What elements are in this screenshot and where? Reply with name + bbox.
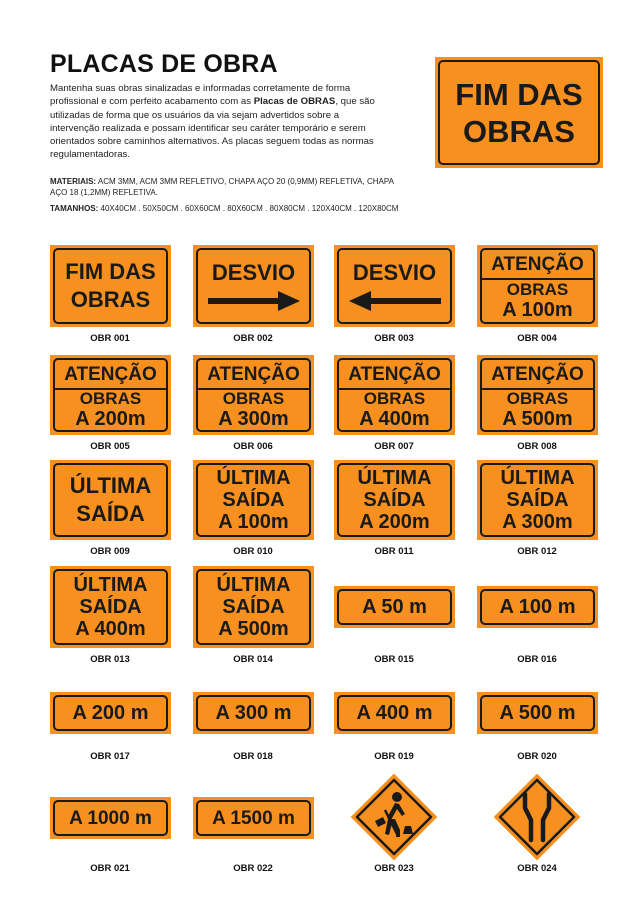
hero-line1: FIM DAS bbox=[455, 76, 583, 112]
sign-obr-014 bbox=[193, 566, 314, 648]
code-label: OBR 007 bbox=[374, 441, 414, 452]
sign-text: ÚLTIMA bbox=[500, 467, 575, 489]
sign-text: SAÍDA bbox=[222, 489, 285, 511]
sign-obr-004 bbox=[477, 245, 598, 327]
sign-text: SAÍDA bbox=[79, 596, 142, 618]
code-label: OBR 020 bbox=[517, 751, 557, 762]
materials-label: MATERIAIS: bbox=[50, 177, 97, 186]
desc-pre: Mantenha suas obras sinalizadas e informadas corretamente de forma profissional e com perfeito acabamento com as bbox=[50, 83, 351, 108]
sign-text: A 400m bbox=[75, 618, 146, 640]
code-label: OBR 003 bbox=[374, 333, 414, 344]
arrow-left-icon bbox=[349, 291, 441, 311]
sign-text: A 100 m bbox=[499, 596, 576, 618]
code-label: OBR 012 bbox=[517, 546, 557, 557]
code-label: OBR 002 bbox=[233, 333, 273, 344]
sign-obr-021 bbox=[50, 797, 171, 839]
sign-obr-009 bbox=[50, 460, 171, 540]
sign-text: A 50 m bbox=[362, 596, 427, 618]
code-label: OBR 006 bbox=[233, 441, 273, 452]
sign-obr-011 bbox=[334, 460, 455, 540]
sign-obr-016 bbox=[477, 586, 598, 628]
hero-sign bbox=[435, 57, 603, 168]
sign-text: A 200m bbox=[75, 407, 146, 430]
sign-header: ATENÇÃO bbox=[491, 363, 584, 385]
sign-obr-001 bbox=[50, 245, 171, 327]
materials-text: ACM 3MM, ACM 3MM REFLETIVO, CHAPA AÇO 20 (0,9MM) REFLETIVA, CHAPA AÇO 18 (1,2MM) REFLETIVA. bbox=[50, 177, 394, 197]
sign-obr-020 bbox=[477, 692, 598, 734]
desc-bold: Placas de OBRAS bbox=[253, 96, 336, 108]
sign-header: ATENÇÃO bbox=[491, 253, 584, 275]
sign-text: OBRAS bbox=[363, 388, 426, 408]
sign-text: OBRAS bbox=[506, 279, 569, 299]
sign-text: SAÍDA bbox=[222, 596, 285, 618]
sign-text: OBRAS bbox=[70, 287, 151, 312]
sign-text: ÚLTIMA bbox=[216, 574, 291, 596]
sign-header: ATENÇÃO bbox=[64, 363, 157, 385]
sign-text: ÚLTIMA bbox=[216, 467, 291, 489]
code-label: OBR 014 bbox=[233, 654, 273, 665]
code-label: OBR 021 bbox=[90, 863, 130, 874]
sign-obr-013 bbox=[50, 566, 171, 648]
code-label: OBR 023 bbox=[374, 863, 414, 874]
sign-text: DESVIO bbox=[211, 259, 296, 285]
sign-text: A 500m bbox=[502, 407, 573, 430]
sign-text: ÚLTIMA bbox=[69, 473, 152, 498]
sign-text: A 1500 m bbox=[212, 807, 295, 829]
code-label: OBR 005 bbox=[90, 441, 130, 452]
sign-obr-002 bbox=[193, 245, 314, 327]
sign-text: A 400 m bbox=[356, 702, 433, 724]
code-label: OBR 018 bbox=[233, 751, 273, 762]
sign-obr-018 bbox=[193, 692, 314, 734]
description bbox=[50, 82, 380, 162]
sign-obr-019 bbox=[334, 692, 455, 734]
sizes-line bbox=[50, 203, 470, 214]
sign-text: ÚLTIMA bbox=[73, 574, 148, 596]
arrow-right-icon bbox=[208, 291, 300, 311]
sign-text: A 300m bbox=[218, 407, 289, 430]
sign-text: DESVIO bbox=[352, 259, 437, 285]
sign-obr-010 bbox=[193, 460, 314, 540]
road-narrows-icon bbox=[494, 774, 580, 860]
code-label: OBR 015 bbox=[374, 654, 414, 665]
sign-text: A 500m bbox=[218, 618, 289, 640]
code-label: OBR 019 bbox=[374, 751, 414, 762]
sign-header: ATENÇÃO bbox=[348, 363, 441, 385]
code-label: OBR 010 bbox=[233, 546, 273, 557]
sign-text: SAÍDA bbox=[76, 501, 145, 526]
sign-text: A 500 m bbox=[499, 702, 576, 724]
sign-obr-017 bbox=[50, 692, 171, 734]
code-label: OBR 009 bbox=[90, 546, 130, 557]
code-label: OBR 016 bbox=[517, 654, 557, 665]
sign-text: FIM DAS bbox=[65, 259, 156, 284]
sign-obr-005 bbox=[50, 355, 171, 435]
sign-text: A 300 m bbox=[215, 702, 292, 724]
sizes-label: TAMANHOS: bbox=[50, 204, 99, 213]
page-title: PLACAS DE OBRA bbox=[50, 50, 278, 78]
sign-obr-008 bbox=[477, 355, 598, 435]
code-label: OBR 013 bbox=[90, 654, 130, 665]
code-label: OBR 017 bbox=[90, 751, 130, 762]
sign-text: OBRAS bbox=[506, 388, 569, 408]
sign-text: A 1000 m bbox=[69, 807, 152, 829]
sign-obr-012 bbox=[477, 460, 598, 540]
sign-text: SAÍDA bbox=[363, 489, 426, 511]
worker-digging-icon bbox=[351, 774, 437, 860]
sizes-text: 40X40CM . 50X50CM . 60X60CM . 80X60CM . 80X80CM . 120X40CM . 120X80CM bbox=[98, 204, 399, 213]
sign-text: A 400m bbox=[359, 407, 430, 430]
sign-header: ATENÇÃO bbox=[207, 363, 300, 385]
hero-line2: OBRAS bbox=[463, 113, 575, 149]
sign-obr-003 bbox=[334, 245, 455, 327]
code-label: OBR 022 bbox=[233, 863, 273, 874]
sign-text: A 100m bbox=[218, 511, 289, 533]
sign-text: A 300m bbox=[502, 511, 573, 533]
code-label: OBR 008 bbox=[517, 441, 557, 452]
code-label: OBR 011 bbox=[374, 546, 414, 557]
sign-text: A 200m bbox=[359, 511, 430, 533]
sign-text: A 100m bbox=[502, 298, 573, 321]
sign-text: SAÍDA bbox=[506, 489, 569, 511]
code-label: OBR 001 bbox=[90, 333, 130, 344]
sign-text: OBRAS bbox=[222, 388, 285, 408]
sign-obr-022 bbox=[193, 797, 314, 839]
sign-obr-015 bbox=[334, 586, 455, 628]
sign-text: A 200 m bbox=[72, 702, 149, 724]
materials-line bbox=[50, 176, 410, 198]
code-label: OBR 004 bbox=[517, 333, 557, 344]
sign-obr-006 bbox=[193, 355, 314, 435]
desc-post: , que são utilizadas de forma que os usuários da via sejam advertidos sobre a intervenção realizada e possam identificar seu caráter temporário e serem orientados sobre caminhos alternativos. As placas seguem todas as normas regulamentadoras. bbox=[50, 96, 375, 161]
sign-text: ÚLTIMA bbox=[357, 467, 432, 489]
code-label: OBR 024 bbox=[517, 863, 557, 874]
sign-text: OBRAS bbox=[79, 388, 142, 408]
sign-obr-007 bbox=[334, 355, 455, 435]
